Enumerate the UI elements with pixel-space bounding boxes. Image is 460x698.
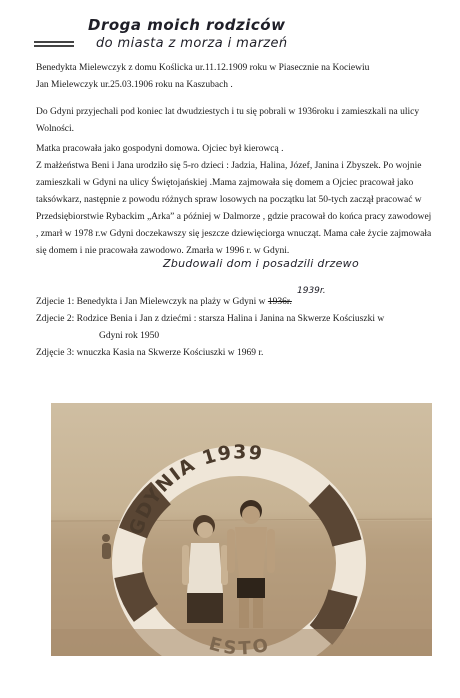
beach-photo-illustration [51,403,432,656]
handwritten-corrected-year: 1939r. [297,286,326,296]
paragraph-family: Z małżeństwa Beni i Jana urodziło się 5-ro dzieci : Jadzia, Halina, Józef, Janina i Zbyszek. Po wojnie zamieszkali w Gdyni na ulicy Świętojańskiej .Mama zajmowała się domem a Ojciec pracował jako taksówkarz, następnie z powodu różnych spraw losowych na początku lat 50-tych zaczął pracować w Przedsiębiorstwie Rybackim „Arka” a później w Dalmorze , gdzie pracował do końca pracy zawodowej , zmarł w 1978 r.w Gdyni doczekawszy się jeszcze dziewięciorga wnucząt. Mama całe życie zajmowała się domem i nie pracowała zawodowo. Zmarła w 1996 r. w Gdyni. [36,160,432,256]
handwritten-subtitle: do miasta z morza i marzeń [96,36,288,51]
foreground-water [51,629,432,656]
horizon [51,519,432,521]
birth-line-jan: Jan Mielewczyk ur.25.03.1906 roku na Kaszubach . [36,80,233,90]
ring-text-top: GDYNIA 1939 [125,441,265,538]
caption-photo-1 [36,294,436,311]
beach-photo [51,403,432,656]
caption-1-struck-year: 1936r. [267,297,292,307]
struck-out-word [34,41,74,49]
caption-photo-3: Zdjęcie 3: wnuczka Kasia na Skwerze Kościuszki w 1969 r. [36,348,264,358]
caption-photo-2: Zdjecie 2: Rodzice Benia i Jan z dziećmi : starsza Halina i Janina na Skwerze Kościuszki w [36,314,385,324]
birth-line-benedykta: Benedykta Mielewczyk z domu Koślicka ur.11.12.1909 roku w Piasecznie na Kociewiu [36,63,370,73]
paragraph-arrival: Do Gdyni przyjechali pod koniec lat dwudziestych i tu się pobrali w 1936roku i zamieszkali na ulicy Wolności. [36,106,420,134]
background-swimmer [102,534,111,559]
photo-captions [36,294,436,362]
caption-1-text: Zdjecie 1: Benedykta i Jan Mielewczyk na plaży w Gdyni w [36,297,268,307]
paragraph-work: Matka pracowała jako gospodyni domowa. Ojciec był kierowcą . [36,143,284,154]
caption-photo-2-cont: Gdyni rok 1950 [99,331,160,341]
handwritten-title: Droga moich rodziców [88,16,286,34]
handwritten-note: Zbudowali dom i posadzili drzewo [163,257,360,270]
paragraph-birth [36,60,436,94]
